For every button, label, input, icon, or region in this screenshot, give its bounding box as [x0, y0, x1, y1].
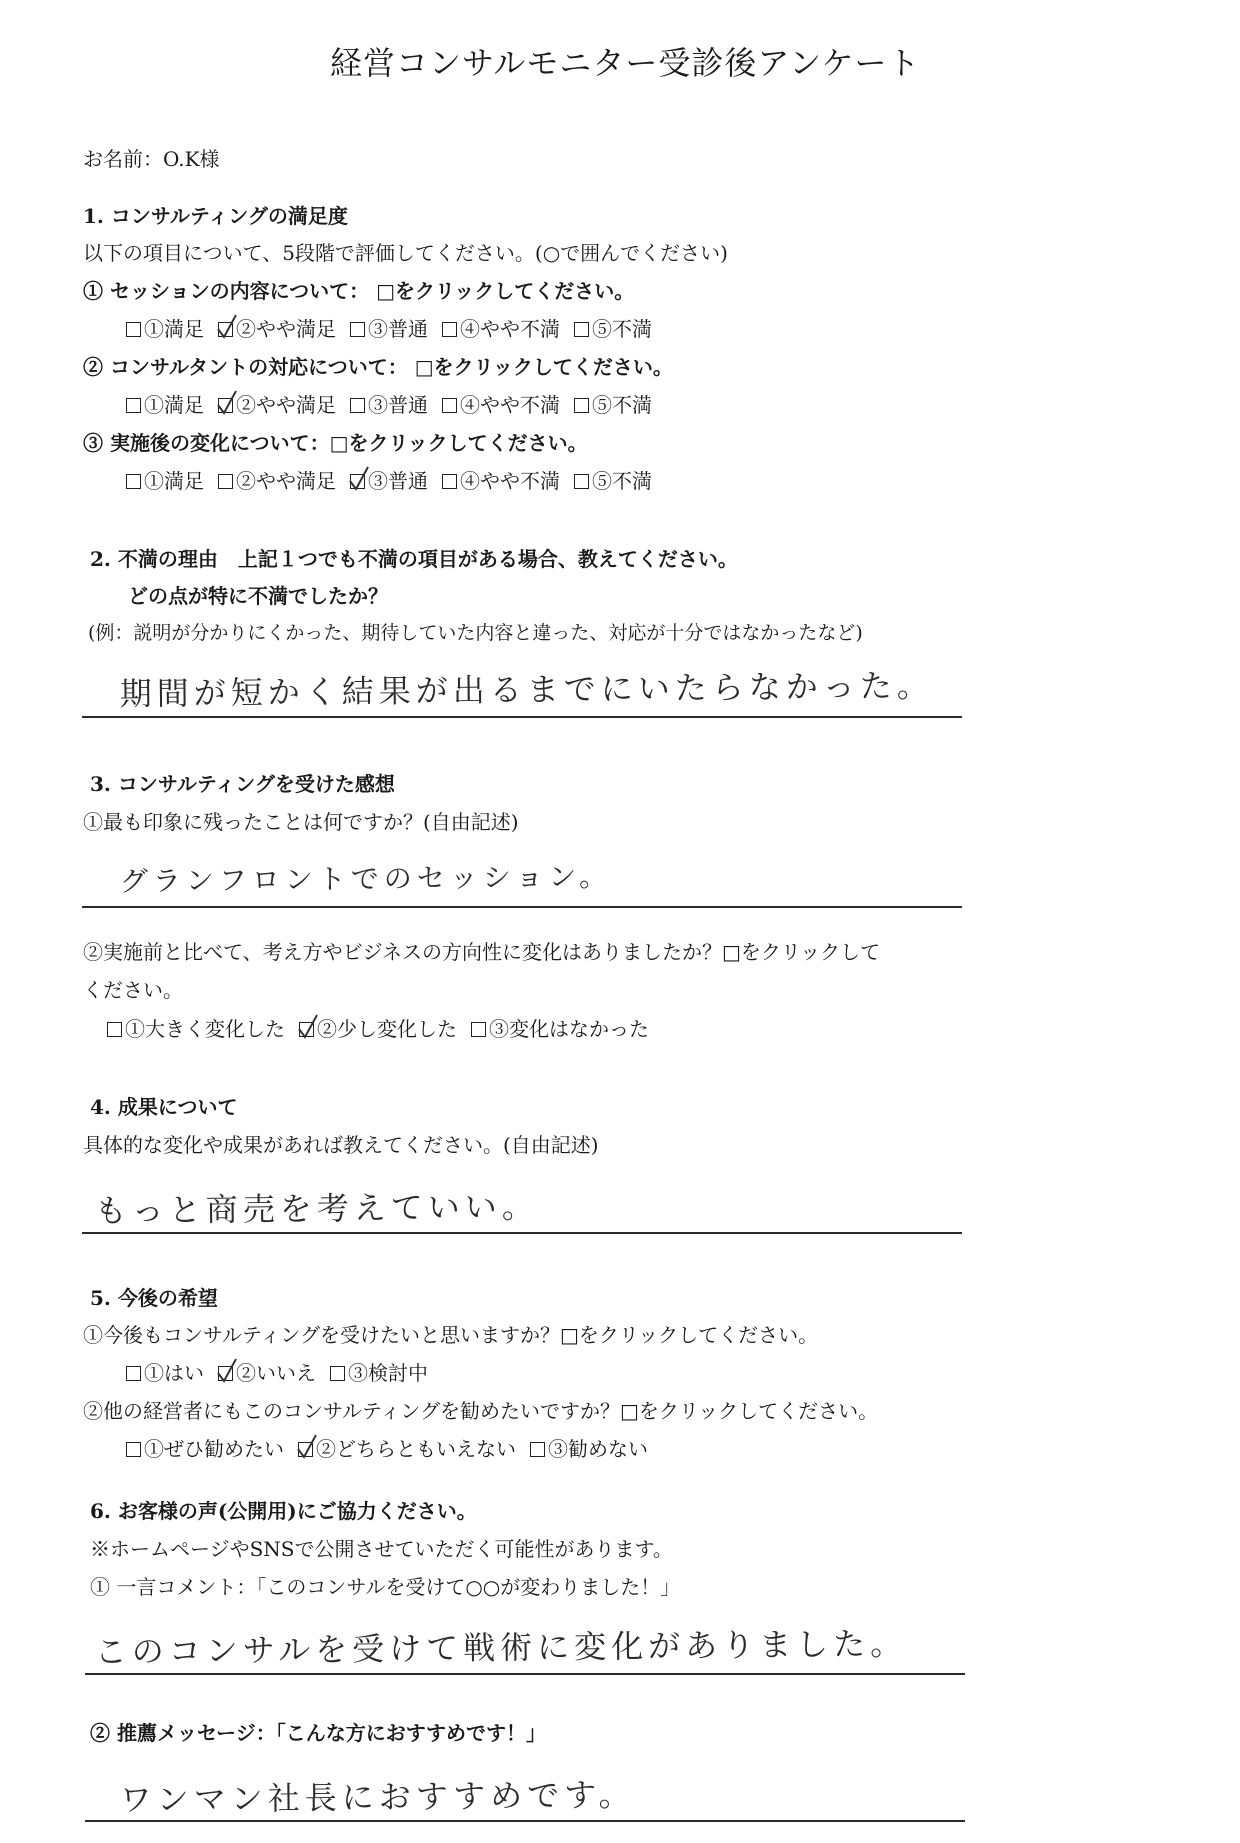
s6-note: ※ホームページやSNSで公開させていただく可能性があります。: [90, 1537, 673, 1561]
checkmark-icon: [297, 1013, 319, 1039]
checkbox-option[interactable]: [442, 317, 560, 341]
checkbox-option[interactable]: [442, 469, 560, 493]
checked-checkbox[interactable]: [350, 474, 365, 489]
checkbox-option-label: ③検討中: [348, 1361, 428, 1385]
checkbox-option-label: ④やや不満: [460, 317, 560, 341]
checkbox-option-label: ④やや不満: [460, 469, 560, 493]
checkbox-option[interactable]: [574, 317, 652, 341]
checkbox-option[interactable]: [218, 393, 336, 417]
s6-q1-handwritten-answer[interactable]: このコンサルを受けて戦術に変化がありました。: [94, 1624, 908, 1672]
page-title: 経営コンサルモニター受診後アンケート: [330, 44, 921, 82]
checkbox-option[interactable]: [530, 1437, 648, 1461]
checkbox[interactable]: [350, 398, 365, 413]
section-2-heading: 2. 不満の理由 上記１つでも不満の項目がある場合、教えてください。: [90, 547, 738, 571]
checkbox[interactable]: [126, 322, 141, 337]
section-2-sub: どの点が特に不満でしたか？: [128, 584, 388, 608]
s6-q2-handwritten-answer[interactable]: ワンマン社長におすすめです。: [119, 1775, 636, 1820]
checkbox[interactable]: [350, 322, 365, 337]
checkbox-option-label: ①大きく変化した: [125, 1017, 285, 1041]
s3-q1-answer-line: [82, 906, 962, 908]
checkbox[interactable]: [574, 474, 589, 489]
checkbox-option[interactable]: [330, 1361, 428, 1385]
checked-checkbox[interactable]: [218, 1366, 233, 1381]
checkbox-option[interactable]: [107, 1017, 285, 1041]
checkbox-option-label: ①ぜひ勧めたい: [144, 1437, 284, 1461]
section-2-example: (例：説明が分かりにくかった、期待していた内容と違った、対応が十分ではなかったなど): [88, 622, 863, 644]
s5-q1-label: ①今後もコンサルティングを受けたいと思いますか？□をクリックしてください。: [83, 1323, 819, 1347]
checkbox-option-label: ②少し変化した: [317, 1017, 457, 1041]
checkbox-option[interactable]: [126, 1361, 204, 1385]
checkbox-option[interactable]: [574, 469, 652, 493]
section-1-heading: 1. コンサルティングの満足度: [83, 204, 348, 228]
checkbox-option-label: ②いいえ: [236, 1361, 316, 1385]
checkbox[interactable]: [442, 474, 457, 489]
checkbox[interactable]: [442, 398, 457, 413]
s2-handwritten-answer[interactable]: 期間が短かく結果が出るまでにいたらなかった。: [119, 666, 934, 714]
s6-q1-answer-line: [85, 1673, 965, 1675]
s5-q1-options: [126, 1361, 428, 1385]
checkbox-option[interactable]: [471, 1017, 649, 1041]
checkbox-option[interactable]: [350, 317, 428, 341]
checkbox-option-label: ③勧めない: [548, 1437, 648, 1461]
checkbox-option-label: ③普通: [368, 393, 428, 417]
checkbox[interactable]: [442, 322, 457, 337]
checkbox-option-label: ③普通: [368, 317, 428, 341]
checkmark-icon: [216, 1357, 238, 1383]
checkbox-option[interactable]: [126, 393, 204, 417]
checkbox-option[interactable]: [442, 393, 560, 417]
checkbox-option-label: ①満足: [144, 317, 204, 341]
checkbox-option[interactable]: [126, 1437, 284, 1461]
s1-q3-label: ③ 実施後の変化について：□をクリックしてください。: [83, 431, 588, 455]
checked-checkbox[interactable]: [218, 322, 233, 337]
s1-q1-options: [126, 317, 652, 341]
checkbox-option-label: ③普通: [368, 469, 428, 493]
s1-q1-label: ① セッションの内容について： □をクリックしてください。: [83, 279, 635, 303]
checkbox-option[interactable]: [298, 1437, 516, 1461]
checkbox[interactable]: [126, 398, 141, 413]
checked-checkbox[interactable]: [298, 1442, 313, 1457]
checkbox-option-label: ②どちらともいえない: [316, 1437, 516, 1461]
s1-q3-options: [126, 469, 652, 493]
s3-q2-label-line2: ください。: [83, 978, 183, 1002]
checkbox[interactable]: [218, 474, 233, 489]
s2-answer-line: [82, 716, 962, 718]
s1-q2-options: [126, 393, 652, 417]
checkbox[interactable]: [530, 1442, 545, 1457]
checkbox-option[interactable]: [218, 317, 336, 341]
checkbox-option[interactable]: [218, 469, 336, 493]
s1-q2-label: ② コンサルタントの対応について： □をクリックしてください。: [83, 355, 673, 379]
checkbox[interactable]: [471, 1022, 486, 1037]
checkbox-option-label: ④やや不満: [460, 393, 560, 417]
checkbox-option[interactable]: [574, 393, 652, 417]
checkmark-icon: [348, 465, 370, 491]
checkbox-option-label: ②やや満足: [236, 317, 336, 341]
checkbox-option[interactable]: [218, 1361, 316, 1385]
checkbox[interactable]: [574, 322, 589, 337]
checkbox-option-label: ①はい: [144, 1361, 204, 1385]
checkmark-icon: [216, 389, 238, 415]
s4-label: 具体的な変化や成果があれば教えてください。(自由記述): [83, 1133, 599, 1157]
checked-checkbox[interactable]: [218, 398, 233, 413]
checkbox-option[interactable]: [126, 317, 204, 341]
checkbox-option[interactable]: [350, 469, 428, 493]
s5-q2-label: ②他の経営者にもこのコンサルティングを勧めたいですか？□をクリックしてください。: [83, 1399, 879, 1423]
checkbox[interactable]: [126, 1442, 141, 1457]
s3-q2-label-line1: ②実施前と比べて、考え方やビジネスの方向性に変化はありましたか？□をクリックして: [83, 940, 881, 964]
checkmark-icon: [296, 1433, 318, 1459]
section-4-heading: 4. 成果について: [90, 1095, 238, 1119]
checkbox-option-label: ②やや満足: [236, 393, 336, 417]
checkbox[interactable]: [126, 474, 141, 489]
section-1-instruction: 以下の項目について、5段階で評価してください。(○で囲んでください): [83, 241, 728, 265]
section-6-heading: 6. お客様の声(公開用)にご協力ください。: [90, 1499, 477, 1523]
checked-checkbox[interactable]: [299, 1022, 314, 1037]
checkbox-option-label: ⑤不満: [592, 469, 652, 493]
checkbox-option-label: ①満足: [144, 469, 204, 493]
s5-q2-options: [126, 1437, 648, 1461]
checkbox[interactable]: [126, 1366, 141, 1381]
s3-q1-handwritten-answer[interactable]: グランフロントでのセッション。: [119, 859, 613, 899]
checkbox[interactable]: [107, 1022, 122, 1037]
checkbox-option[interactable]: [299, 1017, 457, 1041]
section-3-heading: 3. コンサルティングを受けた感想: [90, 772, 395, 796]
checkbox-option-label: ①満足: [144, 393, 204, 417]
checkbox-option-label: ③変化はなかった: [489, 1017, 649, 1041]
checkbox-option[interactable]: [126, 469, 204, 493]
section-5-heading: 5. 今後の希望: [90, 1286, 218, 1310]
s6-q1-label: ① 一言コメント：「このコンサルを受けて○○が変わりました！」: [90, 1575, 681, 1599]
s4-answer-line: [82, 1232, 962, 1234]
checkbox[interactable]: [330, 1366, 345, 1381]
s6-q2-label: ② 推薦メッセージ：「こんな方におすすめです！」: [90, 1721, 546, 1745]
s3-q2-options: [107, 1017, 649, 1041]
s4-handwritten-answer[interactable]: もっと商売を考えていい。: [94, 1187, 539, 1231]
checkbox-option[interactable]: [350, 393, 428, 417]
respondent-name: お名前：O.K様: [83, 147, 220, 171]
checkbox[interactable]: [574, 398, 589, 413]
s3-q1-label: ①最も印象に残ったことは何ですか？(自由記述): [83, 810, 519, 834]
s6-q2-answer-line: [85, 1820, 965, 1822]
checkbox-option-label: ⑤不満: [592, 317, 652, 341]
checkbox-option-label: ②やや満足: [236, 469, 336, 493]
checkbox-option-label: ⑤不満: [592, 393, 652, 417]
checkmark-icon: [216, 313, 238, 339]
